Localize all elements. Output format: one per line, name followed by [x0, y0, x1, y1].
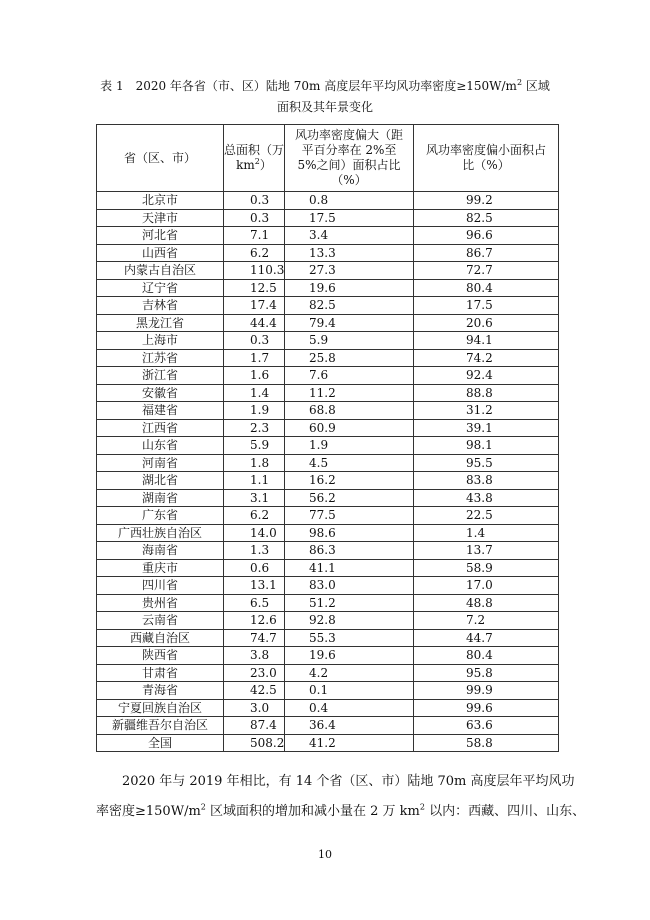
wind-power-table: [96, 124, 559, 752]
high-share-cell: 13.3: [285, 244, 414, 262]
total-area-cell: 0.3: [224, 209, 285, 227]
body-paragraph-line1: 2020 年与 2019 年相比，有 14 个省（区、市）陆地 70m 高度层年平均风功: [122, 774, 575, 789]
total-area-cell: 508.2: [224, 734, 285, 752]
low-share-cell: 80.4: [414, 647, 559, 665]
total-area-cell: 7.1: [224, 227, 285, 245]
table-row: [97, 489, 559, 507]
header-region: 省（区、市）: [97, 125, 224, 192]
total-area-cell: 6.2: [224, 507, 285, 525]
table-row: [97, 349, 559, 367]
region-cell: 吉林省: [97, 297, 224, 315]
region-cell: 辽宁省: [97, 279, 224, 297]
high-share-cell: 77.5: [285, 507, 414, 525]
low-share-cell: 7.2: [414, 612, 559, 630]
table-row: [97, 419, 559, 437]
low-share-cell: 80.4: [414, 279, 559, 297]
high-share-cell: 83.0: [285, 577, 414, 595]
high-share-cell: 17.5: [285, 209, 414, 227]
low-share-cell: 48.8: [414, 594, 559, 612]
high-share-cell: 55.3: [285, 629, 414, 647]
high-share-cell: 19.6: [285, 647, 414, 665]
table-row: [97, 612, 559, 630]
total-area-cell: 13.1: [224, 577, 285, 595]
region-cell: 西藏自治区: [97, 629, 224, 647]
total-area-cell: 0.3: [224, 332, 285, 350]
caption-superscript: 2: [516, 78, 523, 87]
table-row: [97, 542, 559, 560]
header-total-area: 总面积（万 $km^2$）: [224, 125, 285, 192]
total-area-cell: 0.3: [224, 192, 285, 210]
total-area-cell: 23.0: [224, 664, 285, 682]
low-share-cell: 13.7: [414, 542, 559, 560]
caption-text: 表 1 2020 年各省（市、区）陆地 70m 高度层年平均风功率密度≥150W/m: [100, 79, 517, 93]
region-cell: 江西省: [97, 419, 224, 437]
table-row: [97, 367, 559, 385]
low-share-cell: 83.8: [414, 472, 559, 490]
body-paragraph-line2: 率密度$\ge 150W/m^2$ 区域面积的增加和减小量在 2 万 $km^2$ 以内：西藏、四川、山东、: [96, 802, 586, 819]
low-share-cell: 86.7: [414, 244, 559, 262]
low-share-cell: 82.5: [414, 209, 559, 227]
total-area-cell: 0.6: [224, 559, 285, 577]
low-share-cell: 17.5: [414, 297, 559, 315]
table-row: [97, 734, 559, 752]
low-share-cell: 92.4: [414, 367, 559, 385]
low-share-cell: 72.7: [414, 262, 559, 280]
table-row: [97, 524, 559, 542]
high-share-cell: 5.9: [285, 332, 414, 350]
region-cell: 河北省: [97, 227, 224, 245]
total-area-cell: 1.4: [224, 384, 285, 402]
region-cell: 云南省: [97, 612, 224, 630]
table-row: [97, 209, 559, 227]
high-share-cell: 60.9: [285, 419, 414, 437]
table-row: [97, 647, 559, 665]
table-row: [97, 682, 559, 700]
region-cell: 河南省: [97, 454, 224, 472]
region-cell: 北京市: [97, 192, 224, 210]
total-area-cell: 74.7: [224, 629, 285, 647]
total-area-cell: 14.0: [224, 524, 285, 542]
region-cell: 甘肃省: [97, 664, 224, 682]
high-share-cell: 7.6: [285, 367, 414, 385]
high-share-cell: 79.4: [285, 314, 414, 332]
total-area-cell: 1.3: [224, 542, 285, 560]
low-share-cell: 43.8: [414, 489, 559, 507]
total-area-cell: 6.5: [224, 594, 285, 612]
caption-text-end: 区域: [522, 79, 550, 93]
total-area-cell: 3.0: [224, 699, 285, 717]
high-share-cell: 51.2: [285, 594, 414, 612]
total-area-cell: 42.5: [224, 682, 285, 700]
table-row: [97, 472, 559, 490]
low-share-cell: 39.1: [414, 419, 559, 437]
high-share-cell: 27.3: [285, 262, 414, 280]
table-row: [97, 314, 559, 332]
table-row: [97, 332, 559, 350]
region-cell: 宁夏回族自治区: [97, 699, 224, 717]
region-cell: 湖北省: [97, 472, 224, 490]
high-share-cell: 0.4: [285, 699, 414, 717]
region-cell: 黑龙江省: [97, 314, 224, 332]
table-row: [97, 297, 559, 315]
low-share-cell: 58.9: [414, 559, 559, 577]
table-row: [97, 437, 559, 455]
table-row: [97, 717, 559, 735]
high-share-cell: 3.4: [285, 227, 414, 245]
table-row: [97, 192, 559, 210]
table-row: [97, 244, 559, 262]
region-cell: 新疆维吾尔自治区: [97, 717, 224, 735]
high-share-cell: 98.6: [285, 524, 414, 542]
high-share-cell: 41.2: [285, 734, 414, 752]
high-share-cell: 0.1: [285, 682, 414, 700]
total-area-cell: 110.3: [224, 262, 285, 280]
high-share-cell: 56.2: [285, 489, 414, 507]
low-share-cell: 58.8: [414, 734, 559, 752]
header-low-share: 风功率密度偏小面积占比（%）: [414, 125, 559, 192]
region-cell: 湖南省: [97, 489, 224, 507]
table-row: [97, 262, 559, 280]
low-share-cell: 20.6: [414, 314, 559, 332]
page-number: 10: [318, 848, 332, 861]
total-area-cell: 12.5: [224, 279, 285, 297]
high-share-cell: 36.4: [285, 717, 414, 735]
region-cell: 青海省: [97, 682, 224, 700]
region-cell: 广西壮族自治区: [97, 524, 224, 542]
table-row: [97, 454, 559, 472]
total-area-cell: 1.6: [224, 367, 285, 385]
table-row: [97, 384, 559, 402]
total-area-cell: 1.9: [224, 402, 285, 420]
table-header-row: [97, 125, 559, 192]
region-cell: 全国: [97, 734, 224, 752]
table-row: [97, 227, 559, 245]
table-row: [97, 559, 559, 577]
total-area-cell: 12.6: [224, 612, 285, 630]
high-share-cell: 1.9: [285, 437, 414, 455]
low-share-cell: 17.0: [414, 577, 559, 595]
high-share-cell: 68.8: [285, 402, 414, 420]
low-share-cell: 88.8: [414, 384, 559, 402]
low-share-cell: 96.6: [414, 227, 559, 245]
high-share-cell: 82.5: [285, 297, 414, 315]
high-share-cell: 16.2: [285, 472, 414, 490]
table-row: [97, 594, 559, 612]
low-share-cell: 44.7: [414, 629, 559, 647]
region-cell: 浙江省: [97, 367, 224, 385]
table-row: [97, 577, 559, 595]
table-row: [97, 629, 559, 647]
total-area-cell: 1.8: [224, 454, 285, 472]
total-area-cell: 2.3: [224, 419, 285, 437]
region-cell: 安徽省: [97, 384, 224, 402]
total-area-cell: 3.8: [224, 647, 285, 665]
table-caption-line2: 面积及其年景变化: [276, 100, 373, 114]
region-cell: 重庆市: [97, 559, 224, 577]
region-cell: 山西省: [97, 244, 224, 262]
high-share-cell: 41.1: [285, 559, 414, 577]
region-cell: 山东省: [97, 437, 224, 455]
low-share-cell: 98.1: [414, 437, 559, 455]
total-area-cell: 44.4: [224, 314, 285, 332]
total-area-cell: 87.4: [224, 717, 285, 735]
low-share-cell: 95.8: [414, 664, 559, 682]
high-share-cell: 25.8: [285, 349, 414, 367]
region-cell: 福建省: [97, 402, 224, 420]
low-share-cell: 1.4: [414, 524, 559, 542]
region-cell: 内蒙古自治区: [97, 262, 224, 280]
region-cell: 江苏省: [97, 349, 224, 367]
high-share-cell: 4.5: [285, 454, 414, 472]
table-row: [97, 402, 559, 420]
header-high-share: 风功率密度偏大（距平百分率在 2%至 5%之间）面积占比（%）: [285, 125, 414, 192]
region-cell: 四川省: [97, 577, 224, 595]
high-share-cell: 11.2: [285, 384, 414, 402]
region-cell: 海南省: [97, 542, 224, 560]
total-area-cell: 3.1: [224, 489, 285, 507]
low-share-cell: 31.2: [414, 402, 559, 420]
region-cell: 陕西省: [97, 647, 224, 665]
table-row: [97, 664, 559, 682]
region-cell: 天津市: [97, 209, 224, 227]
high-share-cell: 0.8: [285, 192, 414, 210]
total-area-cell: 5.9: [224, 437, 285, 455]
low-share-cell: 99.6: [414, 699, 559, 717]
high-share-cell: 92.8: [285, 612, 414, 630]
low-share-cell: 22.5: [414, 507, 559, 525]
table-row: [97, 279, 559, 297]
high-share-cell: 86.3: [285, 542, 414, 560]
high-share-cell: 19.6: [285, 279, 414, 297]
low-share-cell: 99.2: [414, 192, 559, 210]
total-area-cell: 1.7: [224, 349, 285, 367]
low-share-cell: 74.2: [414, 349, 559, 367]
total-area-cell: 1.1: [224, 472, 285, 490]
low-share-cell: 95.5: [414, 454, 559, 472]
total-area-cell: 6.2: [224, 244, 285, 262]
table-row: [97, 507, 559, 525]
high-share-cell: 4.2: [285, 664, 414, 682]
low-share-cell: 94.1: [414, 332, 559, 350]
table-caption: [0, 78, 650, 94]
region-cell: 上海市: [97, 332, 224, 350]
total-area-cell: 17.4: [224, 297, 285, 315]
table-row: [97, 699, 559, 717]
region-cell: 广东省: [97, 507, 224, 525]
region-cell: 贵州省: [97, 594, 224, 612]
low-share-cell: 99.9: [414, 682, 559, 700]
low-share-cell: 63.6: [414, 717, 559, 735]
